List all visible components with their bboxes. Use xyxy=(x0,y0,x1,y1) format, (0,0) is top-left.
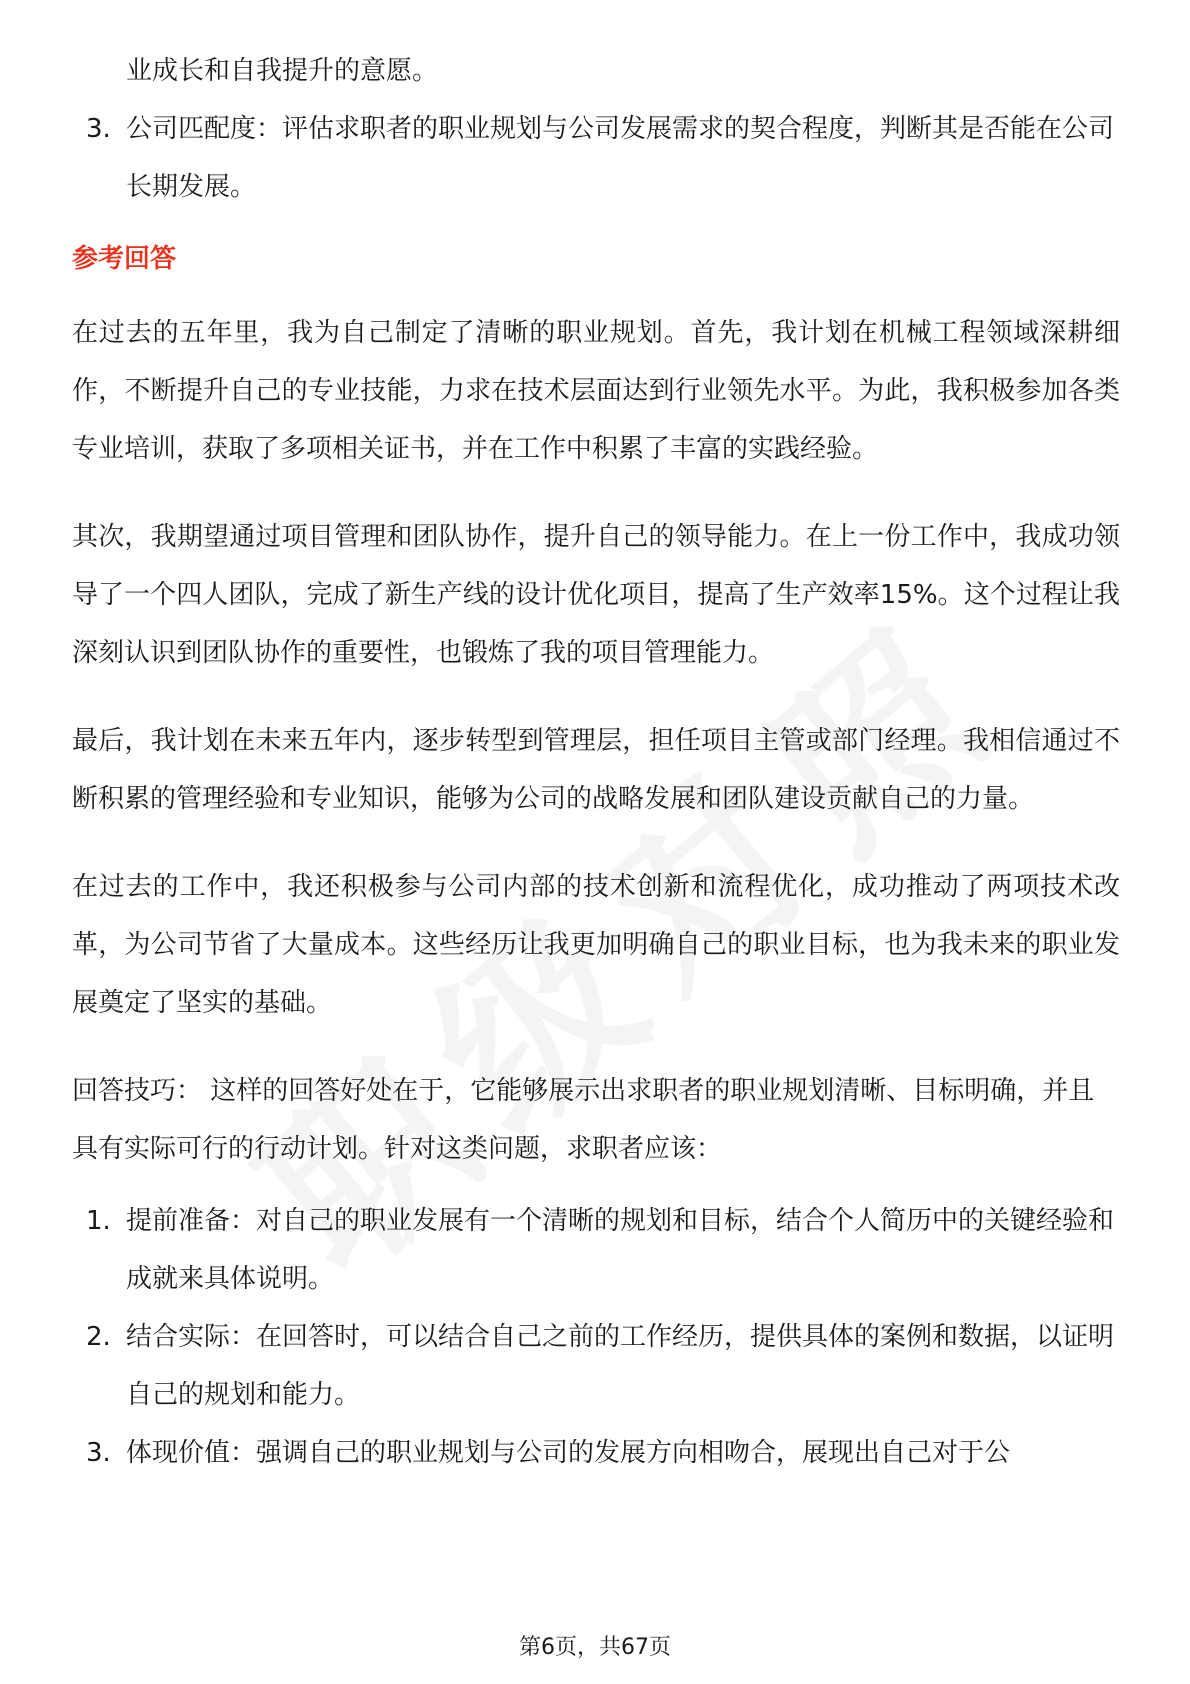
list-number: 2. xyxy=(86,1322,111,1352)
list-item xyxy=(72,100,1120,216)
list-item xyxy=(72,1308,1120,1424)
section-heading: 参考回答 xyxy=(72,244,177,274)
list-item-text: 公司匹配度：评估求职者的职业规划与公司发展需求的契合程度，判断其是否能在公司长期发展。 xyxy=(126,114,1115,202)
list-item xyxy=(72,1424,1120,1482)
top-list xyxy=(72,100,1120,216)
list-item-text: 体现价值：强调自己的职业规划与公司的发展方向相吻合，展现出自己对于公 xyxy=(126,1438,1011,1468)
answer-paragraph: 最后，我计划在未来五年内，逐步转型到管理层，担任项目主管或部门经理。我相信通过不断积累的管理经验和专业知识，能够为公司的战略发展和团队建设贡献自己的力量。 xyxy=(72,726,1120,814)
list-item-text: 提前准备：对自己的职业发展有一个清晰的规划和目标，结合个人简历中的关键经验和成就来具体说明。 xyxy=(126,1206,1115,1294)
list-number: 3. xyxy=(86,114,111,144)
tips-intro: 回答技巧： 这样的回答好处在于，它能够展示出求职者的职业规划清晰、目标明确，并且具有实际可行的行动计划。针对这类问题，求职者应该： xyxy=(72,1076,1095,1164)
page-number-footer: 第6页，共67页 xyxy=(519,1635,671,1660)
list-number: 1. xyxy=(86,1206,111,1236)
answer-paragraph: 其次，我期望通过项目管理和团队协作，提升自己的领导能力。在上一份工作中，我成功领导了一个四人团队，完成了新生产线的设计优化项目，提高了生产效率15%。这个过程让我深刻认识到团队协作的重要性，也锻炼了我的项目管理能力。 xyxy=(72,522,1120,668)
answer-paragraph: 在过去的工作中，我还积极参与公司内部的技术创新和流程优化，成功推动了两项技术改革，为公司节省了大量成本。这些经历让我更加明确自己的职业目标，也为我未来的职业发展奠定了坚实的基础。 xyxy=(72,872,1120,1018)
tips-list xyxy=(72,1192,1120,1482)
continuation-text: 业成长和自我提升的意愿。 xyxy=(126,56,439,86)
list-item xyxy=(72,1192,1120,1308)
list-number: 3. xyxy=(86,1438,111,1468)
list-item-text: 结合实际：在回答时，可以结合自己之前的工作经历，提供具体的案例和数据，以证明自己的规划和能力。 xyxy=(126,1322,1115,1410)
page-content xyxy=(72,42,1120,1482)
answer-paragraph: 在过去的五年里，我为自己制定了清晰的职业规划。首先，我计划在机械工程领域深耕细作，不断提升自己的专业技能，力求在技术层面达到行业领先水平。为此，我积极参加各类专业培训，获取了多项相关证书，并在工作中积累了丰富的实践经验。 xyxy=(72,318,1120,464)
